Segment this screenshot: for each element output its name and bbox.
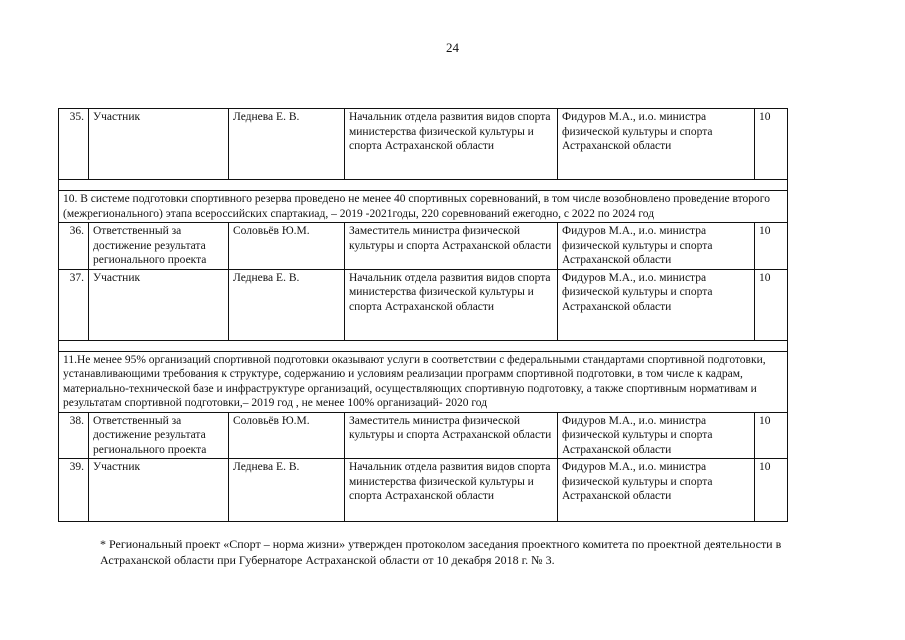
position-cell: Начальник отдела развития видов спорта министерства физической культуры и спорта Астраханской области: [345, 269, 558, 340]
value-cell: 10: [755, 223, 788, 270]
value-cell: 10: [755, 109, 788, 180]
role-cell: Участник: [89, 269, 229, 340]
supervisor-cell: Фидуров М.А., и.о. министра физической культуры и спорта Астраханской области: [558, 412, 755, 459]
supervisor-cell: Фидуров М.А., и.о. министра физической культуры и спорта Астраханской области: [558, 223, 755, 270]
value-cell: 10: [755, 269, 788, 340]
section-row: [59, 191, 788, 223]
position-cell: Заместитель министра физической культуры и спорта Астраханской области: [345, 412, 558, 459]
row-number: 37.: [59, 269, 89, 340]
spacer-cell: [59, 180, 788, 191]
supervisor-cell: Фидуров М.А., и.о. министра физической культуры и спорта Астраханской области: [558, 269, 755, 340]
name-cell: Леднева Е. В.: [229, 459, 345, 522]
role-cell: Ответственный за достижение результата регионального проекта: [89, 223, 229, 270]
name-cell: Леднева Е. В.: [229, 269, 345, 340]
position-cell: Начальник отдела развития видов спорта министерства физической культуры и спорта Астраханской области: [345, 109, 558, 180]
row-number: 38.: [59, 412, 89, 459]
supervisor-cell: Фидуров М.А., и.о. министра физической культуры и спорта Астраханской области: [558, 459, 755, 522]
spacer-cell: [59, 340, 788, 351]
role-cell: Участник: [89, 109, 229, 180]
section-row: [59, 351, 788, 412]
table-row: [59, 223, 788, 270]
table-row: [59, 269, 788, 340]
position-cell: Заместитель министра физической культуры и спорта Астраханской области: [345, 223, 558, 270]
footnote: * Региональный проект «Спорт – норма жизни» утвержден протоколом заседания проектного комитета по проектной деятельности в Астраханской области при Губернаторе Астраханской области от 10 декабря 2018 г. № 3.: [100, 537, 782, 567]
responsibility-table: [58, 108, 788, 522]
row-number: 36.: [59, 223, 89, 270]
table-row: [59, 109, 788, 180]
table-row: [59, 459, 788, 522]
supervisor-cell: Фидуров М.А., и.о. министра физической культуры и спорта Астраханской области: [558, 109, 755, 180]
position-cell: Начальник отдела развития видов спорта министерства физической культуры и спорта Астраханской области: [345, 459, 558, 522]
role-cell: Участник: [89, 459, 229, 522]
section-heading: 10. В системе подготовки спортивного резерва проведено не менее 40 спортивных соревнований, в том числе возобновлено проведение второго (межрегионального) этапа всероссийских спартакиад, – 2019 -2021годы, 220 соревнований ежегодно, с 2022 по 2024 год: [59, 191, 788, 223]
table-row: [59, 412, 788, 459]
section-heading: 11.Не менее 95% организаций спортивной подготовки оказывают услуги в соответствии с федеральными стандартами спортивной подготовки, устанавливающими требования к структуре, содержанию и условиям реализации программ спортивной подготовки, в том числе к кадрам, материально-технической базе и инфраструктуре организаций, осуществляющих спортивную подготовку, а также спортивным нормативам и результатам спортивной подготовки,– 2019 год , не менее 100% организаций- 2020 год: [59, 351, 788, 412]
value-cell: 10: [755, 459, 788, 522]
row-number: 35.: [59, 109, 89, 180]
role-cell: Ответственный за достижение результата регионального проекта: [89, 412, 229, 459]
table-spacer-row: [59, 340, 788, 351]
name-cell: Леднева Е. В.: [229, 109, 345, 180]
page-number: 24: [446, 40, 459, 55]
table-spacer-row: [59, 180, 788, 191]
name-cell: Соловьёв Ю.М.: [229, 412, 345, 459]
row-number: 39.: [59, 459, 89, 522]
value-cell: 10: [755, 412, 788, 459]
name-cell: Соловьёв Ю.М.: [229, 223, 345, 270]
